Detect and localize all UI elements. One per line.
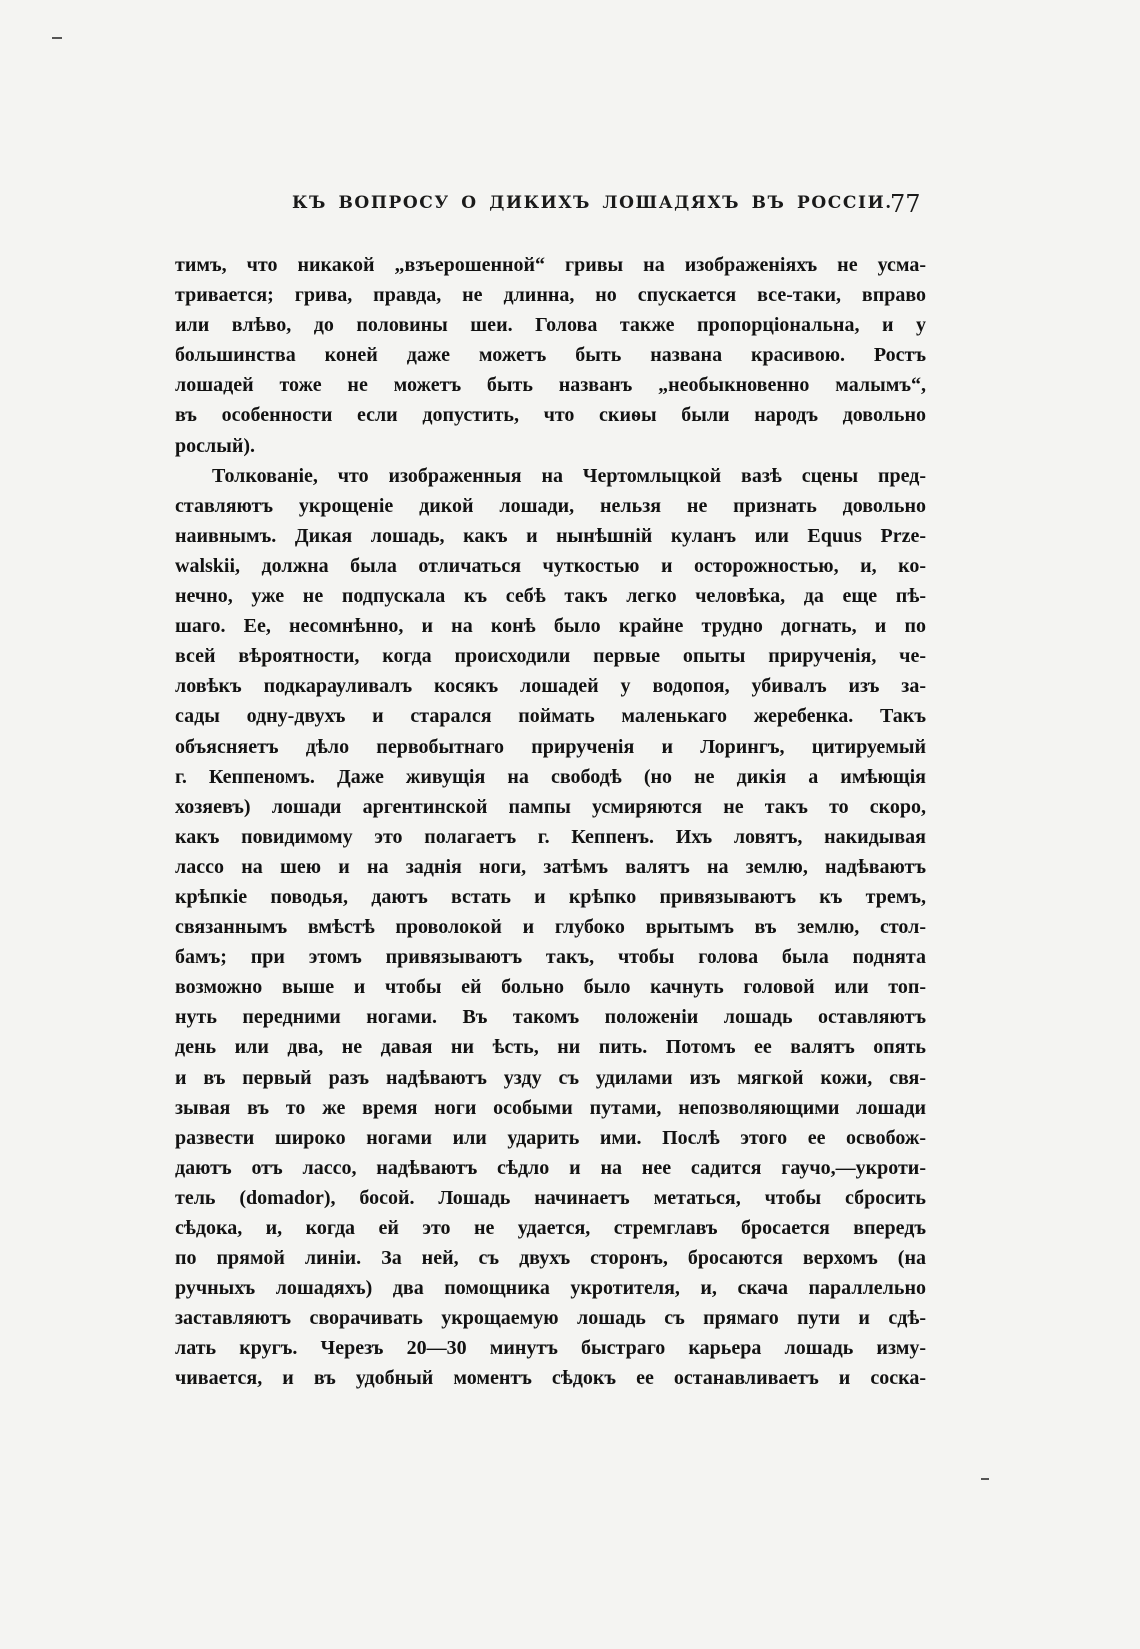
text-line: тимъ, что никакой „взъерошенной“ гривы на изображеніяхъ не усма- xyxy=(175,254,926,276)
text-line: тель (domador), босой. Лошадь начинаетъ метаться, чтобы сбросить xyxy=(175,1186,926,1209)
paragraph xyxy=(175,250,926,461)
text-line: по прямой линіи. За ней, съ двухъ сторонъ, бросаются верхомъ (на xyxy=(175,1247,926,1270)
text-line: ручныхъ лошадяхъ) два помощника укротителя, и, скача параллельно xyxy=(175,1277,926,1300)
text-line: всей вѣроятности, когда происходили первые опыты прирученія, че- xyxy=(175,645,926,668)
text-line: г. Кеппеномъ. Даже живущія на свободѣ (но не дикія а имѣющія xyxy=(175,765,926,788)
text-line: шаго. Ее, несомнѣнно, и на конѣ было крайне трудно догнать, и по xyxy=(175,615,926,638)
page-number: 77 xyxy=(890,190,921,218)
body-text xyxy=(175,250,926,1394)
text-line: Толкованіе, что изображенныя на Чертомлыцкой вазѣ сцены пред- xyxy=(212,464,926,487)
text-line: хозяевъ) лошади аргентинской пампы усмиряются не такъ то скоро, xyxy=(175,795,926,818)
text-line: развести широко ногами или ударить ими. Послѣ этого ее освобож- xyxy=(175,1126,926,1149)
text-line: наивнымъ. Дикая лошадь, какъ и нынѣшній куланъ или Equus Prze- xyxy=(175,524,926,547)
text-line: тривается; грива, правда, не длинна, но спускается все-таки, вправо xyxy=(175,284,926,307)
text-line: въ особенности если допустить, что скиѳы были народъ довольно xyxy=(175,404,926,427)
text-line: заставляютъ сворачивать укрощаемую лошадь съ прямаго пути и сдѣ- xyxy=(175,1307,926,1330)
text-line: даютъ отъ лассо, надѣваютъ сѣдло и на нее садится гаучо,—укроти- xyxy=(175,1156,926,1179)
text-line: крѣпкіе поводья, даютъ встать и крѣпко привязываютъ къ тремъ, xyxy=(175,885,926,908)
text-line: связаннымъ вмѣстѣ проволокой и глубоко врытымъ въ землю, стол- xyxy=(175,916,926,939)
text-line: или влѣво, до половины шеи. Голова также пропорціональна, и у xyxy=(175,314,926,337)
text-line: какъ повидимому это полагаетъ г. Кеппенъ. Ихъ ловятъ, накидывая xyxy=(175,825,926,848)
text-line: ставляютъ укрощеніе дикой лошади, нельзя не признать довольно xyxy=(175,494,926,517)
scan-mark xyxy=(981,1478,989,1480)
text-line: чивается, и въ удобный моментъ сѣдокъ ее останавливаетъ и соска- xyxy=(175,1367,926,1390)
text-line: бамъ; при этомъ привязываютъ такъ, чтобы голова была поднята xyxy=(175,946,926,969)
text-line: лать кругъ. Черезъ 20—30 минутъ быстраго карьера лошадь изму- xyxy=(175,1337,926,1360)
scan-mark xyxy=(52,37,62,39)
text-line: лошадей тоже не можетъ быть названъ „необыкновенно малымъ“, xyxy=(175,374,926,397)
text-line: нечно, уже не подпускала къ себѣ такъ легко человѣка, да еще пѣ- xyxy=(175,585,926,608)
text-line: большинства коней даже можетъ быть названа красивою. Ростъ xyxy=(175,344,926,367)
text-line: зывая въ то же время ноги особыми путами, непозволяющими лошади xyxy=(175,1096,926,1119)
text-line: рослый). xyxy=(175,434,256,457)
text-line: и въ первый разъ надѣваютъ узду съ удилами изъ мягкой кожи, свя- xyxy=(175,1066,926,1089)
running-header: КЪ ВОПРОСУ О ДИКИХЪ ЛОШАДЯХЪ ВЪ РОССІИ. xyxy=(292,193,893,213)
text-line: walskii, должна была отличаться чуткостью и осторожностью, и, ко- xyxy=(175,554,926,577)
text-line: лассо на шею и на заднія ноги, затѣмъ валятъ на землю, надѣваютъ xyxy=(175,855,926,878)
text-line: ловѣкъ подкарауливалъ косякъ лошадей у водопоя, убивалъ изъ за- xyxy=(175,675,926,698)
text-line: сады одну-двухъ и старался поймать маленькаго жеребенка. Такъ xyxy=(175,705,926,728)
text-line: день или два, не давая ни ѣсть, ни пить. Потомъ ее валятъ опять xyxy=(175,1036,926,1059)
paragraph xyxy=(175,461,926,1394)
text-line: нуть передними ногами. Въ такомъ положеніи лошадь оставляютъ xyxy=(175,1006,926,1029)
text-line: сѣдока, и, когда ей это не удается, стремглавъ бросается впередъ xyxy=(175,1217,926,1239)
text-line: объясняетъ дѣло первобытнаго прирученія и Лорингъ, цитируемый xyxy=(175,735,926,758)
text-line: возможно выше и чтобы ей больно было качнуть головой или топ- xyxy=(175,976,926,999)
